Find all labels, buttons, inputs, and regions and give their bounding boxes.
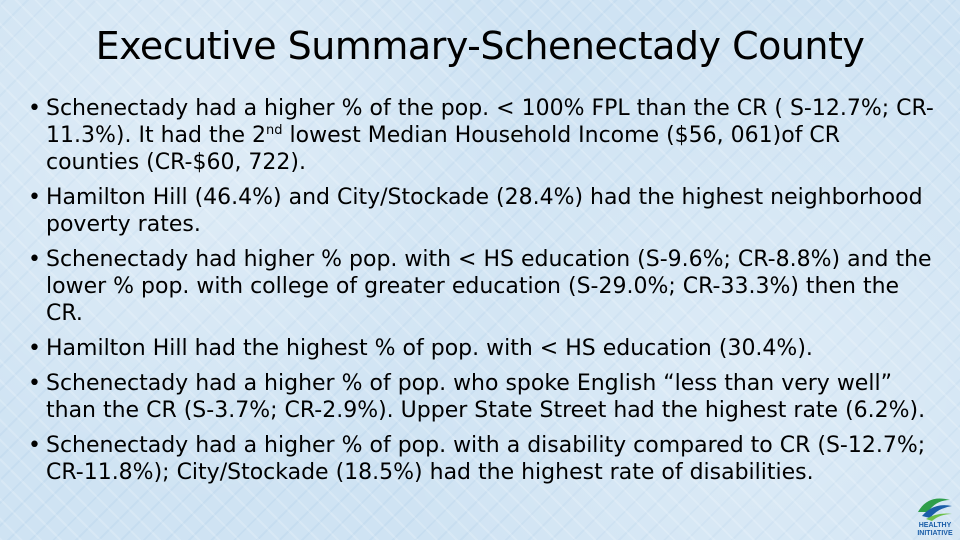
bullet-item: • Schenectady had a higher % of pop. who spoke English “less than very well” than the CR (S-3.7%; CR-2.9%). Upper State Street had the highest rate (6.2%).	[28, 370, 938, 424]
slide-title: Executive Summary-Schenectady County	[95, 24, 865, 68]
bullet-item: • Hamilton Hill had the highest % of pop. with < HS education (30.4%).	[28, 335, 938, 362]
bullet-text-continued: lowest Median Household Income ($56, 061)of CR counties (CR-$60, 722).	[46, 123, 841, 175]
bullet-text: Schenectady had a higher % of the pop. < 100% FPL than the CR ( S-12.7%; CR-11.3%). It had the 2	[46, 96, 934, 148]
ordinal-superscript: nd	[266, 123, 283, 138]
logo-text-healthy: HEALTHY	[918, 522, 952, 529]
healthy-initiative-logo	[914, 492, 956, 538]
bullet-item: • Schenectady had higher % pop. with < HS education (S-9.6%; CR-8.8%) and the lower % pop. with college of greater education (S-29.0%; CR-33.3%) then the CR.	[28, 246, 938, 327]
bullet-item: • Schenectady had a higher % of pop. with a disability compared to CR (S-12.7%; CR-11.8%); City/Stockade (18.5%) had the highest rate of disabilities.	[28, 432, 938, 486]
bullet-item	[28, 95, 938, 176]
healthy-initiative-logo-icon	[914, 492, 956, 522]
bullet-item: • Hamilton Hill (46.4%) and City/Stockade (28.4%) had the highest neighborhood poverty rates.	[28, 184, 938, 238]
bullet-list	[28, 95, 938, 494]
logo-text-initiative: INITIATIVE	[917, 530, 953, 537]
